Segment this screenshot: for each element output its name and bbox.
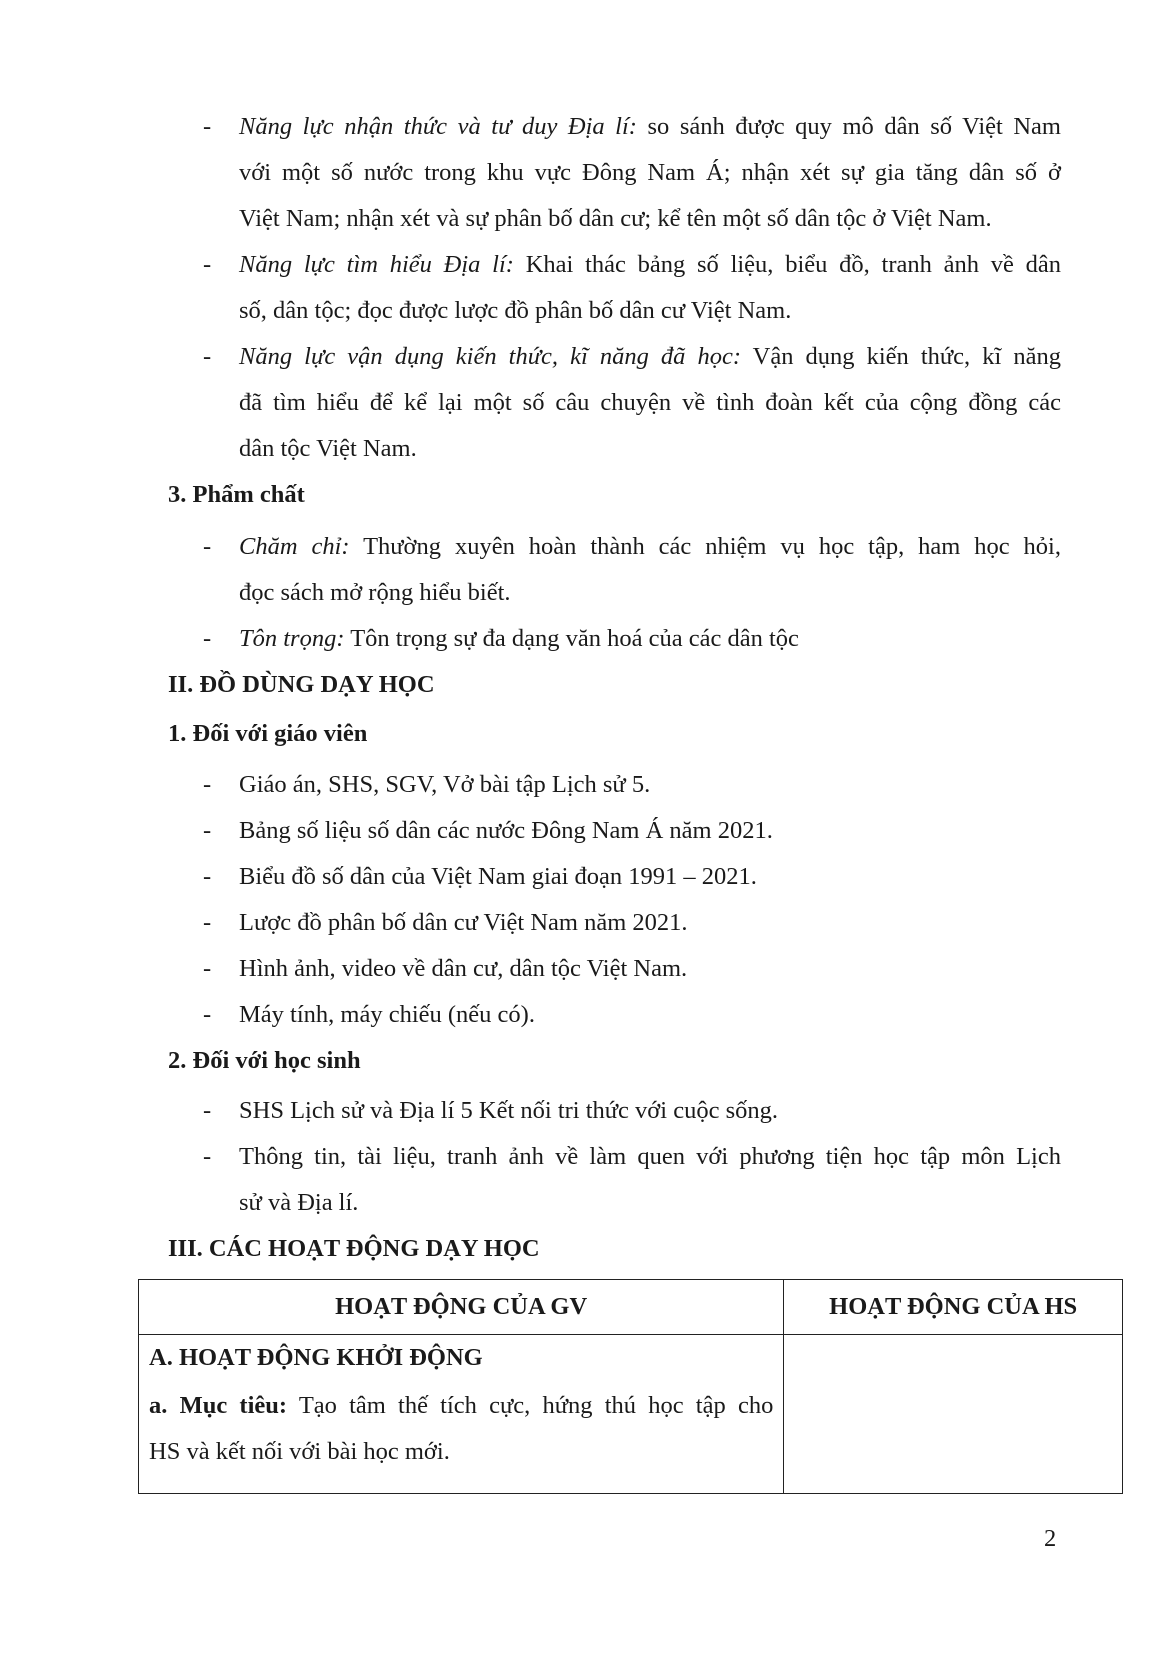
gv-cell — [139, 1335, 784, 1494]
competency-1-line-3: Việt Nam; nhận xét và sự phân bố dân cư; kể tên một số dân tộc ở Việt Nam. — [239, 205, 992, 232]
competency-3-text: Vận dụng kiến thức, kĩ năng — [752, 343, 1061, 370]
competency-1-label: Năng lực nhận thức và tư duy Địa lí: — [239, 113, 637, 140]
bullet-dash: - — [203, 1143, 212, 1170]
student-item-line-1: Thông tin, tài liệu, tranh ảnh về làm quen với phương tiện học tập môn Lịch — [239, 1143, 1061, 1170]
competency-1-line-2: với một số nước trong khu vực Đông Nam Á; nhận xét sự gia tăng dân số ở — [239, 159, 1061, 186]
equipment-heading: II. ĐỒ DÙNG DẠY HỌC — [168, 671, 435, 698]
quality-1-line-1 — [239, 530, 1061, 564]
competency-3-line-2: đã tìm hiểu để kể lại một số câu chuyện về tình đoàn kết của cộng đồng các — [239, 389, 1061, 416]
quality-1-text: Thường xuyên hoàn thành các nhiệm vụ học tập, ham học hỏi, — [363, 533, 1061, 560]
page-number: 2 — [1044, 1525, 1057, 1552]
teacher-item: Giáo án, SHS, SGV, Vở bài tập Lịch sử 5. — [239, 771, 651, 798]
bullet-dash: - — [203, 625, 212, 652]
col-header-gv: HOẠT ĐỘNG CỦA GV — [139, 1280, 784, 1335]
competency-1-text: so sánh được quy mô dân số Việt Nam — [647, 113, 1061, 140]
competency-2-label: Năng lực tìm hiểu Địa lí: — [239, 251, 514, 278]
bullet-dash: - — [203, 1001, 212, 1028]
activities-heading: III. CÁC HOẠT ĐỘNG DẠY HỌC — [168, 1235, 540, 1262]
bullet-dash: - — [203, 1097, 212, 1124]
teacher-heading: 1. Đối với giáo viên — [168, 720, 368, 747]
teacher-item: Hình ảnh, video về dân cư, dân tộc Việt Nam. — [239, 955, 688, 982]
teacher-item: Bảng số liệu số dân các nước Đông Nam Á năm 2021. — [239, 817, 773, 844]
bullet-dash: - — [203, 955, 212, 982]
student-item-line-2: sử và Địa lí. — [239, 1189, 359, 1216]
competency-2-text: Khai thác bảng số liệu, biểu đồ, tranh ảnh về dân — [525, 251, 1061, 278]
bullet-dash: - — [203, 533, 212, 560]
quality-2-text: Tôn trọng sự đa dạng văn hoá của các dân tộc — [350, 625, 799, 652]
qualities-heading: 3. Phẩm chất — [168, 481, 305, 508]
objective-text: Tạo tâm thế tích cực, hứng thú học tập cho — [298, 1392, 774, 1419]
bullet-dash: - — [203, 863, 212, 890]
bullet-dash: - — [203, 343, 212, 370]
quality-1-line-2: đọc sách mở rộng hiểu biết. — [239, 579, 511, 606]
bullet-dash: - — [203, 909, 212, 936]
col-header-hs: HOẠT ĐỘNG CỦA HS — [784, 1280, 1123, 1335]
teacher-item: Lược đồ phân bố dân cư Việt Nam năm 2021. — [239, 909, 688, 936]
competency-3-line-1 — [239, 340, 1061, 374]
quality-1-label: Chăm chỉ: — [239, 533, 350, 560]
quality-2-label: Tôn trọng: — [239, 625, 345, 652]
competency-3-line-3: dân tộc Việt Nam. — [239, 435, 417, 462]
table-row — [139, 1335, 1123, 1494]
competency-1-line-1 — [239, 110, 1061, 144]
hs-cell — [784, 1335, 1123, 1494]
objective-line-2: HS và kết nối với bài học mới. — [149, 1438, 450, 1465]
teacher-item: Máy tính, máy chiếu (nếu có). — [239, 1001, 535, 1028]
section-title: A. HOẠT ĐỘNG KHỞI ĐỘNG — [149, 1344, 483, 1371]
competency-2-line-1 — [239, 248, 1061, 282]
competency-2-line-2: số, dân tộc; đọc được lược đồ phân bố dân cư Việt Nam. — [239, 297, 792, 324]
quality-2-line-1 — [239, 622, 799, 656]
student-heading: 2. Đối với học sinh — [168, 1047, 361, 1074]
table-header-row — [139, 1280, 1123, 1335]
activities-table — [138, 1279, 1123, 1494]
objective-label: a. Mục tiêu: — [149, 1392, 288, 1419]
objective-line-1 — [139, 1389, 783, 1423]
bullet-dash: - — [203, 817, 212, 844]
bullet-dash: - — [203, 251, 212, 278]
bullet-dash: - — [203, 113, 212, 140]
student-item: SHS Lịch sử và Địa lí 5 Kết nối tri thức với cuộc sống. — [239, 1097, 778, 1124]
teacher-item: Biểu đồ số dân của Việt Nam giai đoạn 1991 – 2021. — [239, 863, 757, 890]
bullet-dash: - — [203, 771, 212, 798]
competency-3-label: Năng lực vận dụng kiến thức, kĩ năng đã học: — [239, 343, 742, 370]
